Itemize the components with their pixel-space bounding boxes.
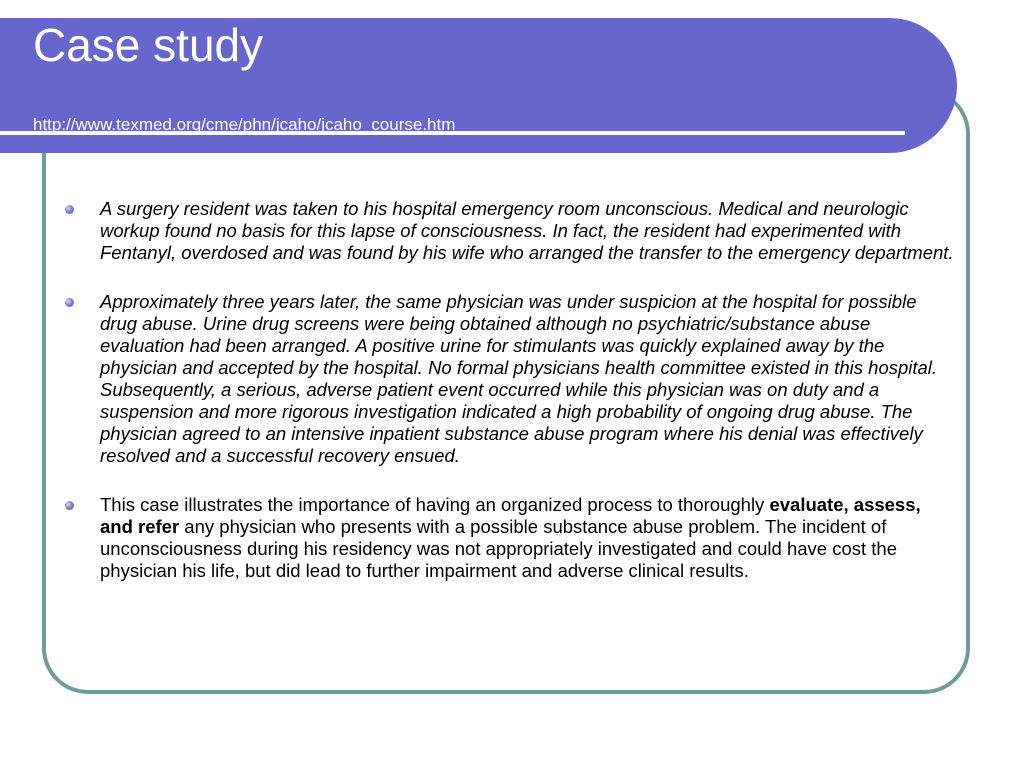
bullet-text: Approximately three years later, the same physician was under suspicion at the hospital for possible drug abuse. Urine drug screens were being obtained although no psychiatric/substance abuse evaluation had been arranged. A positive urine for stimulants was quickly explained away by the physician and accepted by the hospital. No formal physicians health committee existed in this hospital. Subsequently, a serious, adverse patient event occurred while this physician was on duty and a suspension and more rigorous investigation indicated a high probability of ongoing drug abuse. The physician agreed to an intensive inpatient substance abuse program where his denial was effectively resolved and a successful recovery ensued. — [100, 291, 938, 466]
bullet-item — [100, 198, 956, 264]
source-link[interactable]: http://www.texmed.org/cme/phn/jcaho/jcaho_course.htm — [33, 115, 456, 134]
bullet-item — [100, 291, 956, 467]
bullet-dot-icon — [65, 205, 74, 214]
bullet-dot-icon — [65, 298, 74, 307]
bullet-list — [100, 198, 956, 609]
bullet-text-lead: This case illustrates the importance of having an organized process to thoroughly — [100, 494, 770, 515]
slide-title: Case study — [33, 19, 264, 71]
bullet-text-emphasis: evaluate, assess, and refer — [100, 494, 921, 537]
bullet-item — [100, 494, 956, 582]
bullet-text: A surgery resident was taken to his hospital emergency room unconscious. Medical and neurologic workup found no basis for this lapse of consciousness. In fact, the resident had experimented with Fentanyl, overdosed and was found by his wife who arranged the transfer to the emergency department. — [100, 198, 954, 263]
bullet-dot-icon — [65, 501, 74, 510]
bullet-text-tail: any physician who presents with a possible substance abuse problem. The incident of unconsciousness during his residency was not appropriately investigated and could have cost the physician his life, but did lead to further impairment and adverse clinical results. — [100, 516, 898, 581]
